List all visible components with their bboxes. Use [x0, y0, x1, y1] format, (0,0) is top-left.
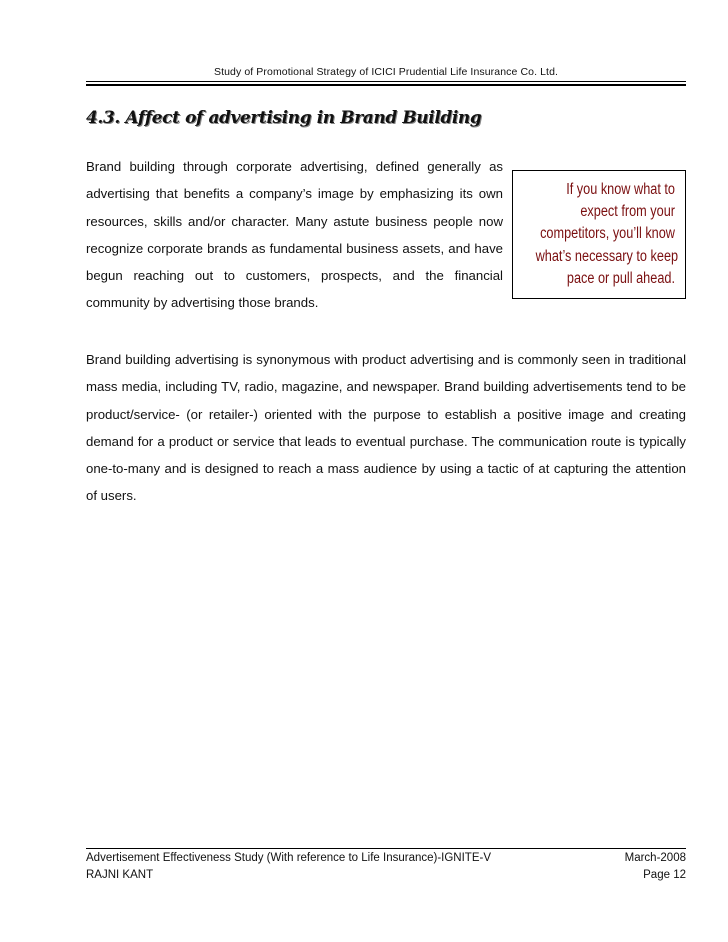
running-header-title: Study of Promotional Strategy of ICICI Prudential Life Insurance Co. Ltd.	[213, 66, 559, 78]
paragraph-2: Brand building advertising is synonymous with product advertising and is commonly seen in traditional mass media, including TV, radio, magazine, and newspaper. Brand building advertisements tend to be product/service- (or retailer-) oriented with the purpose to establish a positive image and creating demand for a product or service that leads to eventual purchase. The communication route is typically one-to-many and is designed to reach a mass audience by using a tactic of at capturing the attention of users.	[86, 352, 686, 504]
quote-text	[535, 179, 679, 290]
header-rule-thick	[86, 84, 686, 86]
page-number: Page 12	[643, 869, 686, 881]
footer-date: March-2008	[624, 852, 686, 864]
paragraph-1: Brand building through corporate advertising, defined generally as advertising that benefits a company’s image by emphasizing its own resources, skills and/or character. Many astute business people now recognize corporate brands as fundamental business assets, and have begun reaching out to customers, prospects, and the financial community by advertising those brands.	[86, 159, 503, 311]
quote-box	[512, 170, 686, 299]
section-heading: 4.3. Affect of advertising in Brand Building	[86, 108, 482, 128]
quote-line-2: expect from your	[580, 203, 675, 221]
header-rule	[86, 81, 686, 82]
quote-line-4: what’s necessary to keep	[535, 247, 679, 265]
footer-rule	[86, 848, 686, 849]
footer-study-title: Advertisement Effectiveness Study (With reference to Life Insurance)-IGNITE-V	[86, 852, 492, 864]
footer-author: RAJNI KANT	[86, 869, 154, 881]
quote-line-5: pace or pull ahead.	[566, 269, 675, 287]
quote-line-1: If you know what to	[566, 181, 675, 198]
quote-line-3: competitors, you’ll know	[540, 225, 675, 243]
